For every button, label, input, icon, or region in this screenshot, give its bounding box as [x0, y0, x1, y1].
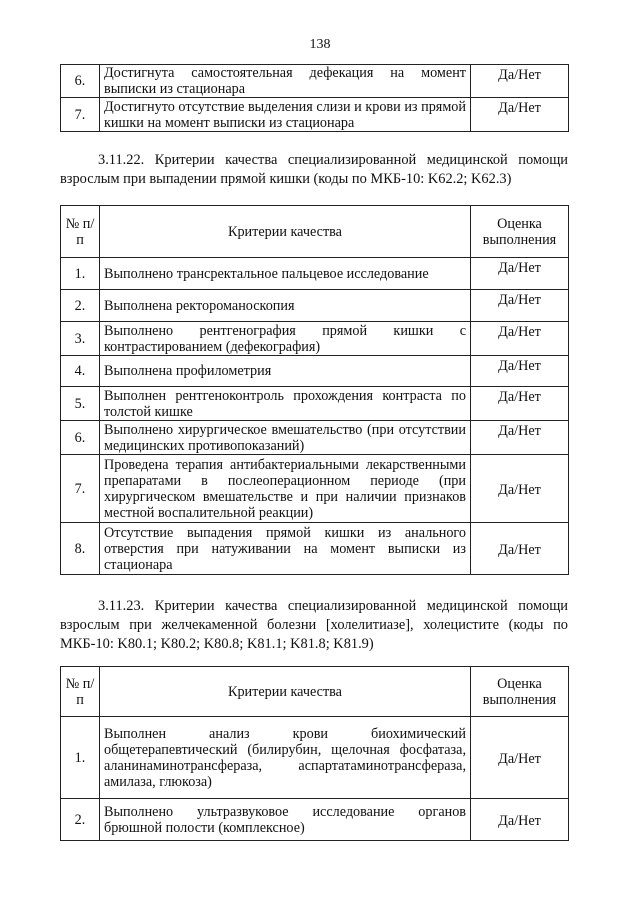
evaluation-value: Да/Нет — [471, 799, 569, 841]
continued-criteria-table — [60, 64, 569, 132]
table-row — [61, 258, 569, 290]
table-row — [61, 455, 569, 523]
row-number: 1. — [61, 717, 100, 799]
criterion-text: Выполнено ультразвуковое исследование органов брюшной полости (комплексное) — [100, 799, 471, 841]
evaluation-value: Да/Нет — [471, 387, 569, 421]
table-row — [61, 387, 569, 421]
section-heading: 3.11.23. Критерии качества специализированной медицинской помощи взрослым при желчекаменной болезни [холелитиазе], холецистите (коды по МКБ-10: K80.1; K80.2; K80.8; K81.1; K81.8; K81.9) — [60, 598, 568, 652]
row-number: 2. — [61, 799, 100, 841]
row-number: 1. — [61, 258, 100, 290]
evaluation-value: Да/Нет — [471, 356, 569, 387]
page-number: 138 — [309, 37, 331, 52]
table-row — [61, 322, 569, 356]
header-criterion: Критерии качества — [100, 206, 471, 258]
evaluation-value: Да/Нет — [471, 258, 569, 290]
evaluation-value: Да/Нет — [471, 98, 569, 132]
criterion-text: Выполнен рентгеноконтроль прохождения контраста по толстой кишке — [100, 387, 471, 421]
criterion-text: Проведена терапия антибактериальными лекарственными препаратами в послеоперационном периоде (при хирургическом вмешательстве и при наличии признаков местной воспалительной реакции) — [100, 455, 471, 523]
header-number: № п/п — [61, 667, 100, 717]
criterion-text: Выполнена профилометрия — [100, 356, 471, 387]
row-number: 5. — [61, 387, 100, 421]
row-number: 6. — [61, 65, 100, 98]
criterion-text: Отсутствие выпадения прямой кишки из анального отверстия при натуживании на момент выписки из стационара — [100, 523, 471, 575]
table-header-row — [61, 206, 569, 258]
evaluation-value: Да/Нет — [471, 421, 569, 455]
evaluation-value: Да/Нет — [471, 65, 569, 98]
table-row — [61, 65, 569, 98]
evaluation-value: Да/Нет — [471, 717, 569, 799]
criterion-text: Достигнута самостоятельная дефекация на момент выписки из стационара — [100, 65, 471, 98]
evaluation-value: Да/Нет — [471, 523, 569, 575]
evaluation-value: Да/Нет — [471, 290, 569, 322]
criterion-text: Выполнен анализ крови биохимический общетерапевтический (билирубин, щелочная фосфатаза, аланинаминотрансфераза, аспартатаминотрансфераза, амилаза, глюкоза) — [100, 717, 471, 799]
row-number: 3. — [61, 322, 100, 356]
criteria-table-prolapse — [60, 205, 569, 575]
evaluation-value: Да/Нет — [471, 322, 569, 356]
header-evaluation: Оценка выполнения — [471, 206, 569, 258]
criterion-text: Выполнено рентгенография прямой кишки с контрастированием (дефекография) — [100, 322, 471, 356]
row-number: 2. — [61, 290, 100, 322]
table-row — [61, 356, 569, 387]
table-row — [61, 799, 569, 841]
table-row — [61, 523, 569, 575]
section-heading: 3.11.22. Критерии качества специализированной медицинской помощи взрослым при выпадении прямой кишки (коды по МКБ-10: K62.2; K62.3) — [60, 152, 568, 187]
criterion-text: Выполнена ректороманоскопия — [100, 290, 471, 322]
evaluation-value: Да/Нет — [471, 455, 569, 523]
row-number: 6. — [61, 421, 100, 455]
criterion-text: Достигнуто отсутствие выделения слизи и крови из прямой кишки на момент выписки из стационара — [100, 98, 471, 132]
table-row — [61, 98, 569, 132]
header-criterion: Критерии качества — [100, 667, 471, 717]
row-number: 4. — [61, 356, 100, 387]
row-number: 7. — [61, 98, 100, 132]
header-evaluation: Оценка выполнения — [471, 667, 569, 717]
table-row — [61, 290, 569, 322]
criterion-text: Выполнено трансректальное пальцевое исследование — [100, 258, 471, 290]
row-number: 7. — [61, 455, 100, 523]
criteria-table-cholelithiasis — [60, 666, 569, 841]
table-row — [61, 421, 569, 455]
header-number: № п/п — [61, 206, 100, 258]
row-number: 8. — [61, 523, 100, 575]
table-row — [61, 717, 569, 799]
criterion-text: Выполнено хирургическое вмешательство (при отсутствии медицинских противопоказаний) — [100, 421, 471, 455]
table-header-row — [61, 667, 569, 717]
